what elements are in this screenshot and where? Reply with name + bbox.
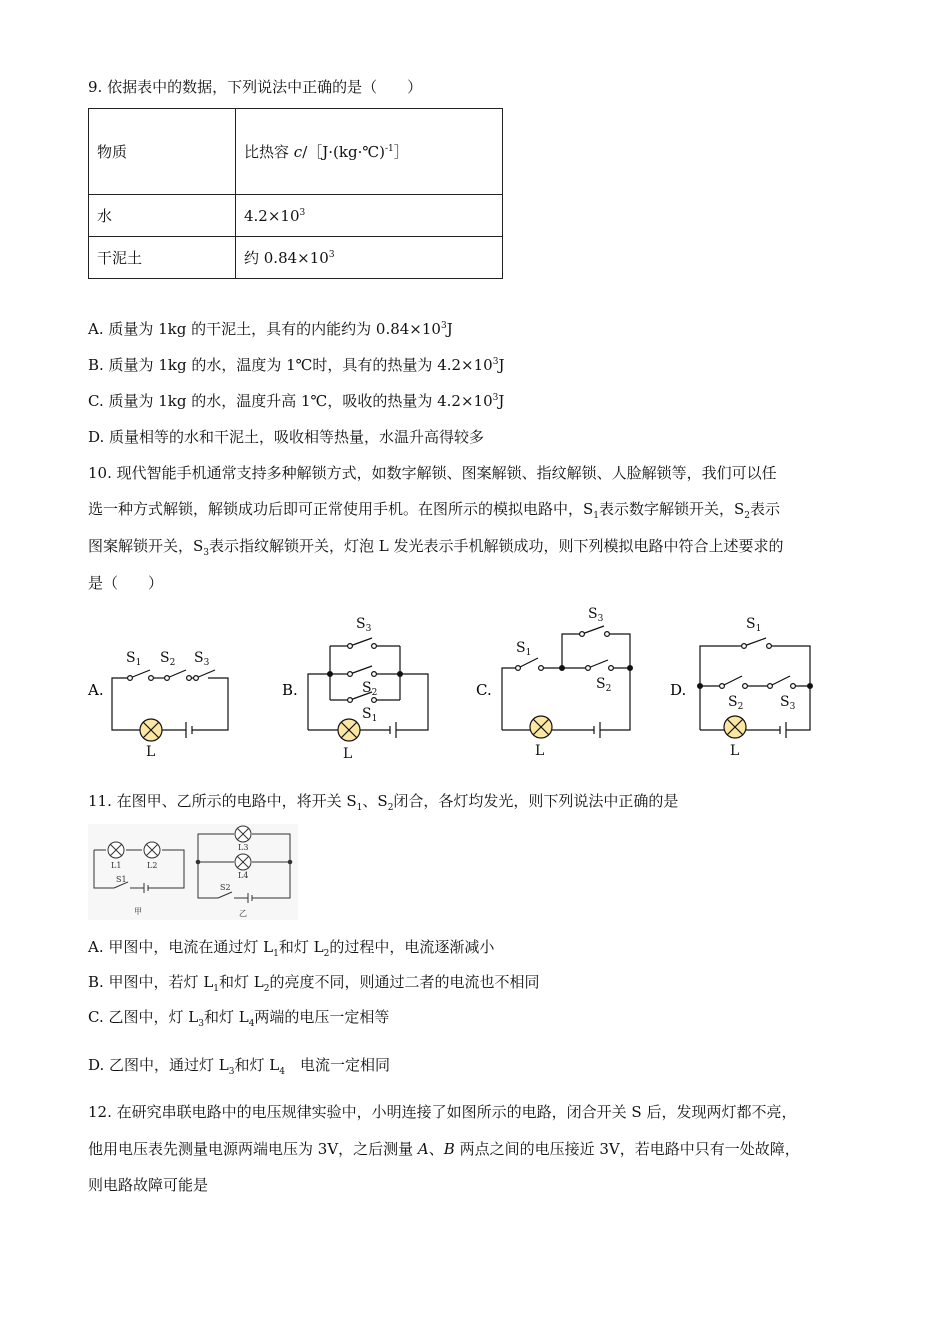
label-l-c: L xyxy=(535,743,545,759)
label-s3-b: $S_3$ xyxy=(356,616,372,634)
label-s1-b: $S_1$ xyxy=(362,706,378,724)
table-header-substance: 物质 xyxy=(89,109,236,195)
label-s3-a: $S_3$ xyxy=(194,650,210,668)
circuit-a xyxy=(112,670,228,741)
label-l-a: L xyxy=(146,744,156,760)
q12-stem-line1: 12. 在研究串联电路中的电压规律实验中，小明连接了如图所示的电路，闭合开关 S 后，发现两灯都不亮， xyxy=(88,1103,797,1121)
table-cell-name: 水 xyxy=(89,195,236,237)
circuit-d xyxy=(698,638,813,738)
label-s2-b: $S_2$ xyxy=(362,680,378,698)
q10-circuit-options xyxy=(0,600,950,770)
label-s1-c: $S_1$ xyxy=(516,640,532,658)
fig-label-l2: L2 xyxy=(147,861,158,870)
q12-stem-line3: 则电路故障可能是 xyxy=(88,1176,209,1194)
q10-option-b: B. xyxy=(282,681,298,699)
fig-label-yi: 乙 xyxy=(239,909,247,918)
q11-stem: 11. 在图甲、乙所示的电路中，将开关 $S_1$、$S_2$闭合，各灯均发光，则下列说法中正确的是 xyxy=(88,792,679,813)
q12-stem-line2: 他用电压表先测量电源两端电压为 3V，之后测量 A、B 两点之间的电压接近 3V，若电路中只有一处故障， xyxy=(88,1140,800,1158)
table-cell-value: 约 $0.84\times 10^3$ xyxy=(236,237,503,279)
q10-stem-line1: 10. 现代智能手机通常支持多种解锁方式，如数字解锁、图案解锁、指纹解锁、人脸解锁等，我们可以任 xyxy=(88,464,777,482)
label-s3-c: $S_3$ xyxy=(588,606,604,624)
label-s2-a: $S_2$ xyxy=(160,650,176,668)
table-cell-name: 干泥土 xyxy=(89,237,236,279)
q11-option-c: C. 乙图中，灯 $L_3$和灯 $L_4$两端的电压一定相等 xyxy=(88,1008,390,1029)
label-s1-a: $S_1$ xyxy=(126,650,142,668)
q10-option-c: C. xyxy=(476,681,492,699)
q9-option-b: B. 质量为 1kg 的水，温度为 1℃时，具有的热量为 $4.2\times 10^3J$ xyxy=(88,356,505,374)
specific-heat-table xyxy=(88,108,503,279)
q10-stem-line2: 选一种方式解锁，解锁成功后即可正常使用手机。在图所示的模拟电路中，$S_1$表示数字解锁开关，$S_2$表示 xyxy=(88,500,781,521)
q11-option-d: D. 乙图中，通过灯 $L_3$和灯 $L_4$ 电流一定相同 xyxy=(88,1056,390,1077)
table-cell-value: $4.2\times 10^3$ xyxy=(236,195,503,237)
label-s2-d: $S_2$ xyxy=(728,694,744,712)
q11-option-a: A. 甲图中，电流在通过灯 $L_1$和灯 $L_2$的过程中，电流逐渐减小 xyxy=(88,938,495,959)
fig-label-l3: L3 xyxy=(238,843,249,852)
q10-stem-line4: 是（ ） xyxy=(88,574,164,592)
label-l-b: L xyxy=(343,746,353,762)
q11-circuits-figure xyxy=(88,824,298,920)
q9-option-d: D. 质量相等的水和干泥土，吸收相等热量，水温升高得较多 xyxy=(88,428,485,446)
label-s2-c: $S_2$ xyxy=(596,676,612,694)
q10-stem-line3: 图案解锁开关，$S_3$表示指纹解锁开关，灯泡 L 发光表示手机解锁成功，则下列模拟电路中符合上述要求的 xyxy=(88,537,784,558)
fig-label-l1: L1 xyxy=(111,861,122,870)
fig-label-l4: L4 xyxy=(238,871,249,880)
table-row xyxy=(89,237,503,279)
fig-label-jia: 甲 xyxy=(134,907,142,916)
label-s1-d: $S_1$ xyxy=(746,616,762,634)
q9-option-c: C. 质量为 1kg 的水，温度升高 1℃，吸收的热量为 $4.2\times 10^3J$ xyxy=(88,392,505,410)
fig-label-s2: S2 xyxy=(220,883,231,892)
q11-option-b: B. 甲图中，若灯 $L_1$和灯 $L_2$的亮度不同，则通过二者的电流也不相同 xyxy=(88,973,540,994)
label-s3-d: $S_3$ xyxy=(780,694,796,712)
table-header-specific-heat: 比热容 c/［J·(kg·℃)$^{-1}$］ xyxy=(236,109,503,195)
q9-stem: 9. 依据表中的数据，下列说法中正确的是（ ） xyxy=(88,78,423,96)
fig-label-s1: S1 xyxy=(116,875,127,884)
table-row xyxy=(89,195,503,237)
label-l-d: L xyxy=(730,743,740,759)
q10-option-d: D. xyxy=(670,681,687,699)
q9-option-a: A. 质量为 1kg 的干泥土，具有的内能约为 $0.84\times 10^3J$ xyxy=(88,320,453,338)
q10-option-a: A. xyxy=(88,681,104,699)
